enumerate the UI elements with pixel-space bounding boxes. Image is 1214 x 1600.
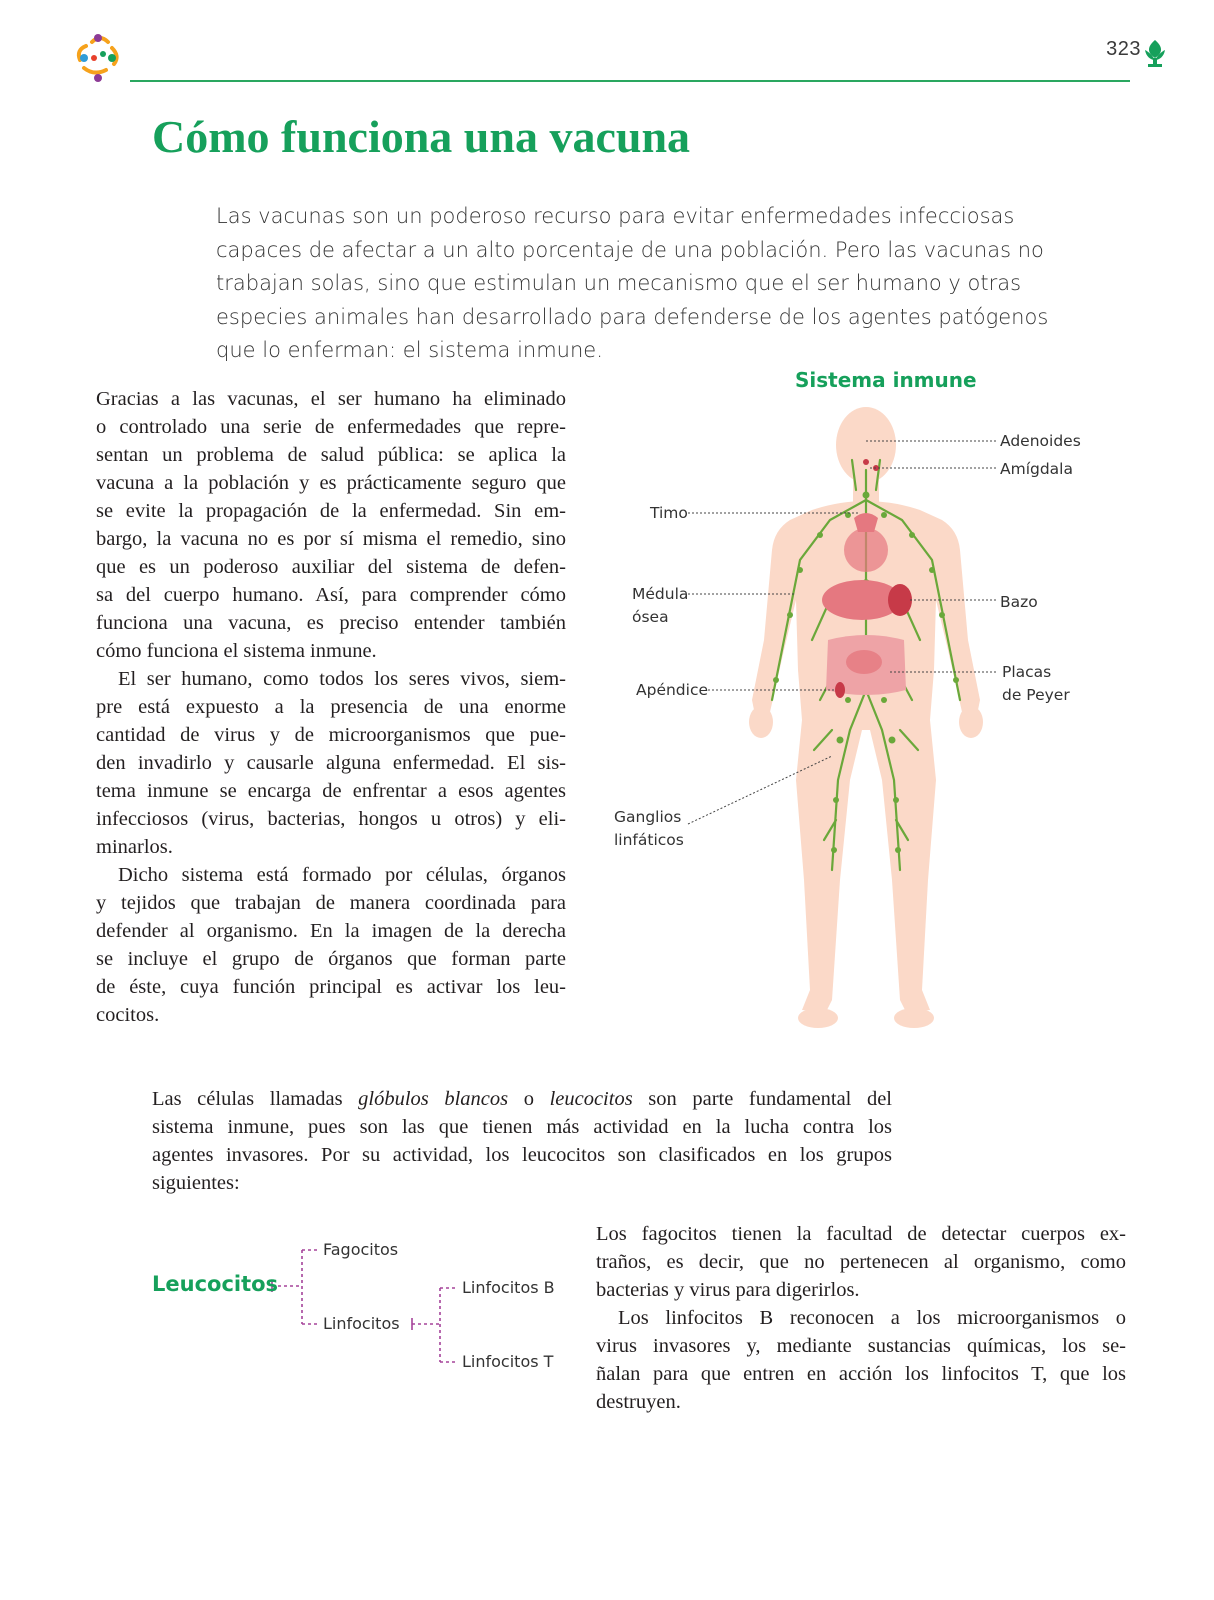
paragraph [96,861,566,1029]
text-line: se incluye el grupo de órganos que forman parte [96,948,566,970]
tree-node-linfocitos-t: Linfocitos T [462,1352,554,1371]
tree-root-leucocitos: Leucocitos [152,1272,279,1296]
intro-line: capaces de afectar a un alto porcentaje de una población. Pero las vacunas no [216,237,1044,262]
label-placas-de-peyer [1002,661,1070,707]
italic-term: glóbulos blancos [358,1088,509,1110]
text-line: Los linfocitos B reconocen a los microorganismos o [618,1307,1126,1329]
text-line: defender al organismo. En la imagen de la derecha [96,920,566,942]
leaf-icon [1142,38,1168,68]
label-line: Médula [632,585,689,603]
text-line: Dicho sistema está formado por células, órganos [118,864,566,886]
text-line: virus invasores y, mediante sustancias químicas, los se- [596,1335,1126,1357]
label-line: Ganglios [614,808,682,826]
label-medula-osea [632,583,688,629]
text-line: bacterias y virus para digerirlos. [596,1279,860,1301]
text-line: Los fagocitos tienen la facultad de detectar cuerpos ex- [596,1223,1126,1245]
text-line: funciona una vacuna, es preciso entender también [96,612,566,634]
paragraph [96,385,566,665]
text-line: o controlado una serie de enfermedades que repre- [96,416,566,438]
text-line: vacuna a la población y es prácticamente seguro que [96,472,566,494]
text-line: infecciosos (virus, bacterias, hongos u otros) y eli- [96,808,566,830]
intro-line: trabajan solas, sino que estimulan un mecanismo que el ser humano y otras [216,271,1022,295]
text-line: bargo, la vacuna no es por sí misma el remedio, sino [96,528,566,550]
label-apendice: Apéndice [636,681,709,699]
text-line: cantidad de virus y de microorganismos que pue- [96,724,566,746]
text-line: se evite la propagación de la enfermedad. Sin em- [96,500,566,522]
text-line: Gracias a las vacunas, el ser humano ha eliminado [96,388,566,410]
page-number: 323 [1106,38,1141,60]
text-line: pre está expuesto a la presencia de una enorme [96,696,566,718]
label-adenoides: Adenoides [1000,432,1081,450]
label-bazo: Bazo [1000,593,1038,611]
text-line: cocitos. [96,1004,160,1026]
text-line: sentan un problema de salud pública: se aplica la [96,444,566,466]
text-line: sa del cuerpo humano. Así, para comprender cómo [96,584,566,606]
text-line [152,1085,892,1113]
label-line: de Peyer [1002,686,1070,704]
text-line: cómo funciona el sistema inmune. [96,640,377,662]
tree-node-linfocitos-b: Linfocitos B [462,1278,555,1297]
label-line: ósea [632,608,669,626]
header-rule [130,80,1130,82]
left-column [96,385,566,1029]
text-line: sistema inmune, pues son las que tienen más actividad en la lucha contra los [152,1116,892,1138]
sep-textbook-logo-icon [70,30,126,86]
intro-line: que lo enferman: el sistema inmune. [216,338,603,362]
text-run: son parte fundamental del [632,1088,892,1110]
intro-line: especies animales han desarrollado para defenderse de los agentes patógenos [216,304,1049,329]
right-column [596,1220,1126,1416]
label-line: linfáticos [614,831,684,849]
text-line: tema inmune se encarga de enfrentar a esos agentes [96,780,566,802]
text-line: den invadirlo y causarle alguna enfermedad. El sis- [96,752,566,774]
text-line: traños, es decir, que no pertenecen al organismo, como [596,1251,1126,1273]
text-run: o [508,1088,550,1110]
label-timo: Timo [650,504,688,522]
page-title: Cómo funciona una vacuna [152,111,691,162]
paragraph [596,1220,1126,1304]
immune-system-illustration [600,400,1120,1040]
tree-node-linfocitos: Linfocitos [323,1314,400,1333]
text-line: destruyen. [596,1391,681,1413]
tree-node-fagocitos: Fagocitos [323,1240,399,1259]
text-line: que es un poderoso auxiliar del sistema de defen- [96,556,566,578]
label-ganglios-linfaticos [614,806,684,852]
italic-term: leucocitos [549,1088,633,1110]
text-line: El ser humano, como todos los seres vivos, siem- [118,668,566,690]
diagram-title: Sistema inmune [795,368,977,392]
text-line: de éste, cuya función principal es activar los leu- [96,976,566,998]
label-amigdala: Amígdala [1000,460,1073,478]
paragraph [596,1304,1126,1416]
intro-paragraph [216,200,1049,368]
text-line: y tejidos que trabajan de manera coordinada para [96,892,566,914]
intro-line: Las vacunas son un poderoso recurso para evitar enfermedades infecciosas [216,204,1015,228]
label-line: Placas [1002,663,1052,681]
text-line: ñalan para que entren en acción los linfocitos T, que los [596,1363,1126,1385]
paragraph [96,665,566,861]
leucocitos-intro [152,1085,892,1197]
text-line: agentes invasores. Por su actividad, los leucocitos son clasificados en los grupos [152,1144,892,1166]
text-line: siguientes: [152,1172,240,1194]
text-run: Las células llamadas [152,1088,359,1110]
text-line: minarlos. [96,836,173,858]
